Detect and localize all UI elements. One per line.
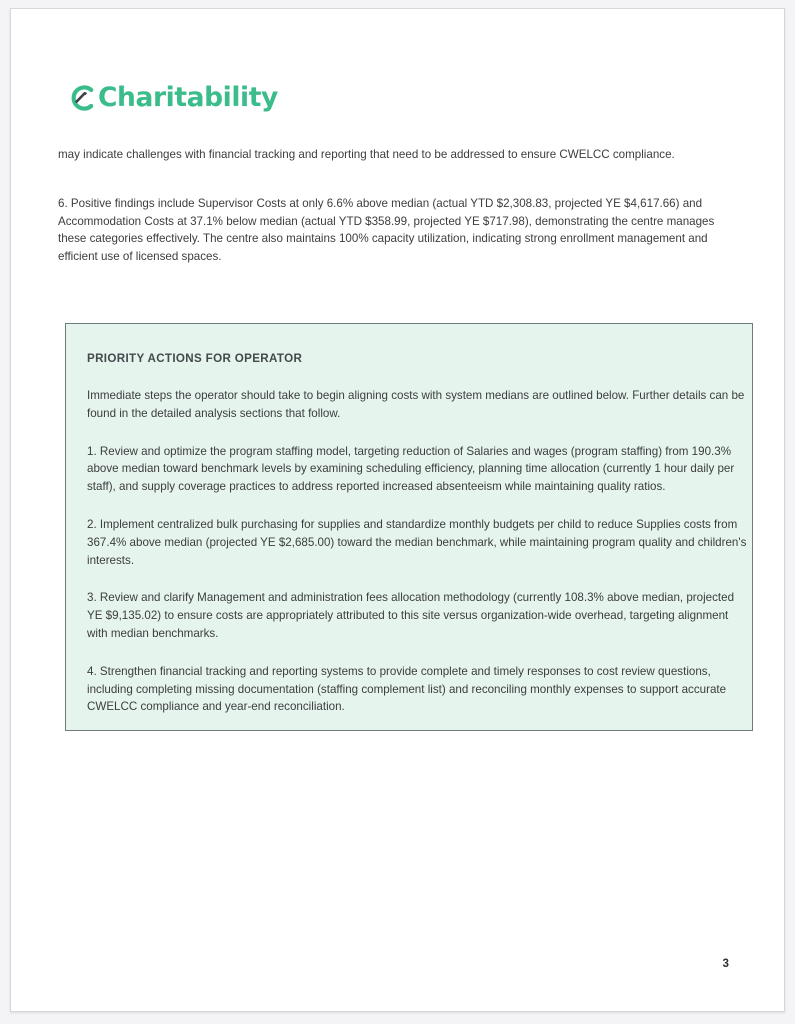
document-page bbox=[10, 8, 785, 1012]
callout-title: PRIORITY ACTIONS FOR OPERATOR bbox=[87, 352, 303, 365]
charitability-c-pen-icon bbox=[67, 83, 97, 113]
callout-action-item: 4. Strengthen financial tracking and reporting systems to provide complete and timely responses to cost review questions, including completing missing documentation (staffing complement list) and reconciling monthly expenses to support accurate CWELCC compliance and year-end reconciliation. bbox=[87, 664, 727, 714]
body-paragraph: 6. Positive findings include Supervisor Costs at only 6.6% above median (actual YTD $2,308.83, projected YE $4,617.66) and Accommodation Costs at 37.1% below median (actual YTD $358.99, projected YE $717.98), demonstrating the centre manages these categories effectively. The centre also maintains 100% capacity utilization, indicating strong enrollment management and efficient use of licensed spaces. bbox=[58, 197, 715, 263]
callout-action-item: 1. Review and optimize the program staffing model, targeting reduction of Salaries and wages (program staffing) from 190.3% above median toward benchmark levels by examining scheduling efficiency, planning time allocation (currently 1 hour daily per staff), and supply coverage practices to address reported increased absenteeism while maintaining quality ratios. bbox=[87, 444, 735, 494]
callout-action-item: 3. Review and clarify Management and administration fees allocation methodology (currently 108.3% above median, projected YE $9,135.02) to ensure costs are appropriately attributed to this site versus organization-wide overhead, targeting alignment with median benchmarks. bbox=[87, 591, 735, 640]
callout-intro: Immediate steps the operator should take to begin aligning costs with system medians are outlined below. Further details can be found in the detailed analysis sections that follow. bbox=[87, 389, 745, 420]
brand-name: Charitability bbox=[98, 81, 278, 113]
brand-logo bbox=[67, 75, 278, 121]
page-number: 3 bbox=[722, 957, 729, 970]
body-paragraph: may indicate challenges with financial tracking and reporting that need to be addressed to ensure CWELCC compliance. bbox=[58, 148, 675, 161]
priority-actions-callout bbox=[65, 323, 753, 731]
callout-action-item: 2. Implement centralized bulk purchasing for supplies and standardize monthly budgets per child to reduce Supplies costs from 367.4% above median (projected YE $2,685.00) toward the median benchmark, while maintaining program quality and children's interests. bbox=[87, 517, 747, 567]
